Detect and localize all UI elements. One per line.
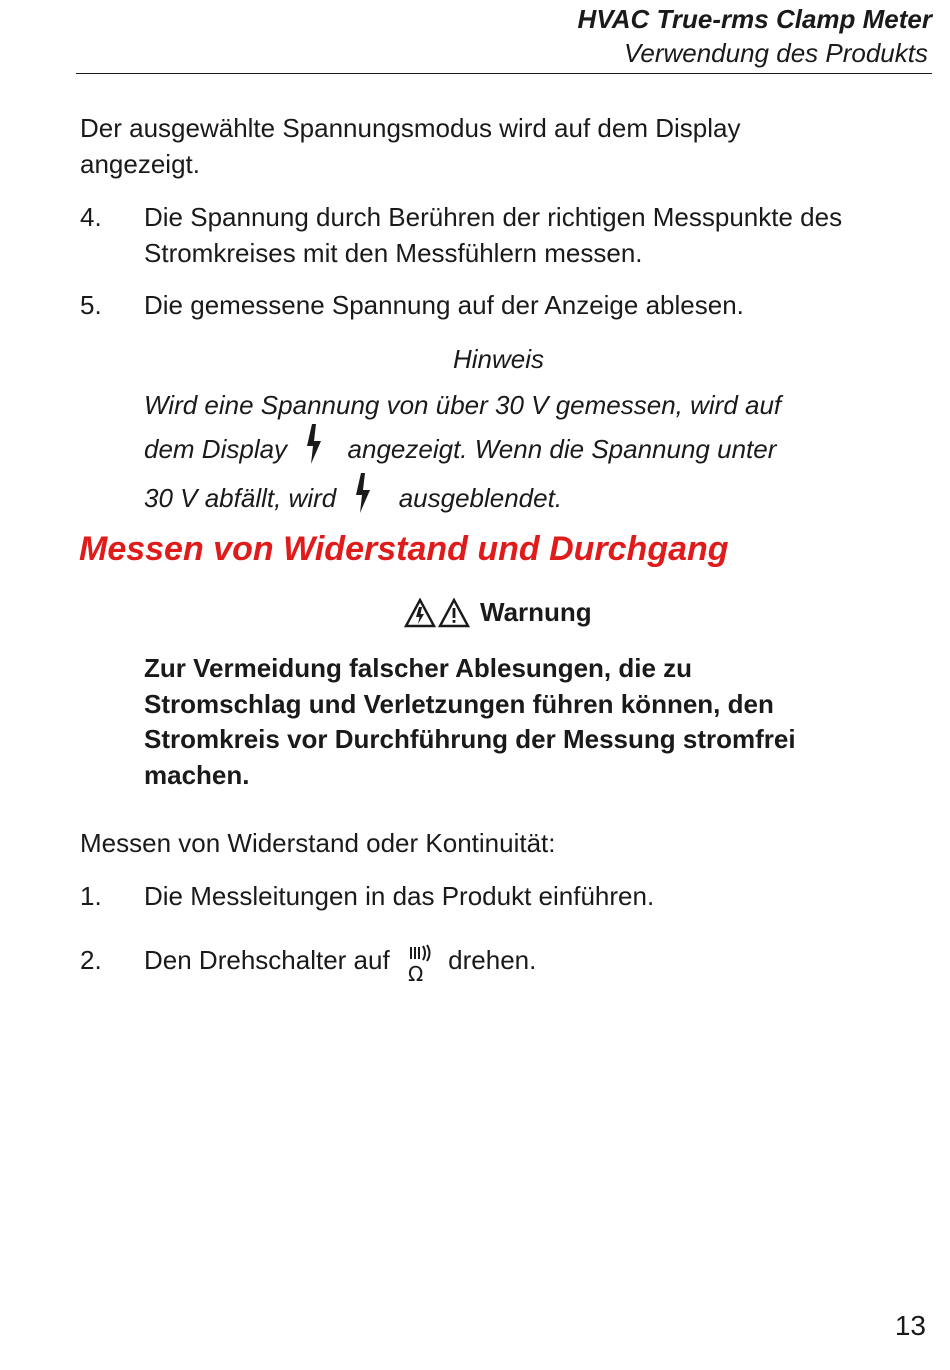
warning-label: Warnung [480,597,592,627]
warning-body [144,651,796,793]
warning-line: Zur Vermeidung falscher Ablesungen, die zu [144,653,693,683]
caution-triangle-icon [438,598,470,628]
header-title: HVAC True-rms Clamp Meter [577,4,932,34]
resistance-intro: Messen von Widerstand oder Kontinuität: [80,828,556,858]
high-voltage-bolt-icon [306,424,326,474]
intro-paragraph [80,111,740,182]
step-text: Die gemessene Spannung auf der Anzeige ablesen. [144,290,744,320]
warning-line: machen. [144,759,250,790]
section-title: Messen von Widerstand und Durchgang [79,530,729,568]
warning-heading [404,597,592,628]
warning-line: Stromkreis vor Durchführung der Messung stromfrei [144,724,796,754]
note-heading: Hinweis [453,344,545,374]
warning-line: Stromschlag und Verletzungen führen können, den [144,688,774,719]
step-text [144,200,842,271]
note-text: 30 V abfällt, wird [144,483,337,513]
header-subtitle: Verwendung des Produkts [623,38,928,68]
step-line: Stromkreises mit den Messfühlern messen. [144,237,643,268]
note-line-2 [144,424,781,474]
note-body [144,388,781,523]
note-line-1: Wird eine Spannung von über 30 V gemessen, wird auf [144,390,782,420]
step-number: 4. [80,202,102,232]
note-text: ausgeblendet. [398,483,563,513]
note-text: angezeigt. Wenn die Spannung unter [347,433,777,464]
step-line: Die Spannung durch Berühren der richtigen Messpunkte des [144,202,843,232]
svg-text:Ω: Ω [407,962,424,983]
shock-hazard-triangle-icon [404,598,436,628]
intro-line-2: angezeigt. [80,148,200,179]
step-text [144,943,536,993]
note-line-3 [144,473,781,523]
intro-line-1: Der ausgewählte Spannungsmodus wird auf dem Display [80,113,741,143]
step-text-before: Den Drehschalter auf [144,945,390,975]
header-rule [76,73,932,74]
continuity-ohm-icon [407,943,433,993]
step-text-after: drehen. [448,945,537,975]
high-voltage-bolt-icon [355,473,375,523]
step-number: 2. [80,945,102,975]
step-number: 5. [80,290,102,320]
step-text: Die Messleitungen in das Produkt einführen. [144,881,655,911]
note-text: dem Display [144,433,288,464]
step-number: 1. [80,881,102,911]
page-number: 13 [894,1310,926,1341]
